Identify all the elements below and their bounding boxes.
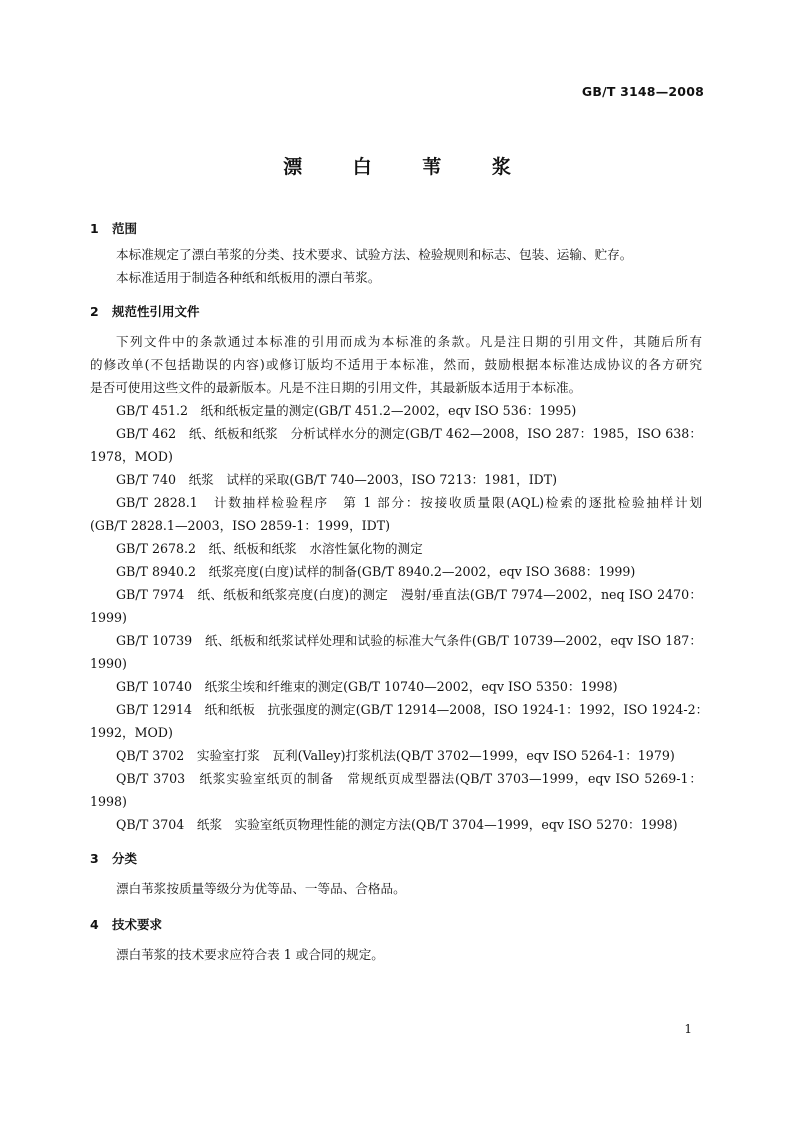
reference-item-cont: 1978，MOD) [90, 449, 173, 464]
reference-item-cont: 1990) [90, 656, 127, 671]
reference-item: GB/T 10740 纸浆尘埃和纤维束的测定(GB/T 10740—2002，eqv ISO 5350：1998) [116, 679, 618, 694]
reference-item: QB/T 3704 纸浆 实验室纸页物理性能的测定方法(QB/T 3704—1999，eqv ISO 5270：1998) [116, 817, 678, 832]
reference-item: QB/T 3703 纸浆实验室纸页的制备 常规纸页成型器法(QB/T 3703—1999，eqv ISO 5269-1： [116, 771, 702, 786]
reference-item: GB/T 2828.1 计数抽样检验程序 第 1 部分：按接收质量限(AQL)检索的逐批检验抽样计划 [116, 495, 702, 510]
paragraph-line: 本标准适用于制造各种纸和纸板用的漂白苇浆。 [116, 270, 381, 285]
paragraph-line: 漂白苇浆的技术要求应符合表 1 或合同的规定。 [116, 947, 384, 962]
section-number: 1 [90, 221, 99, 236]
paragraph-line: 下列文件中的条款通过本标准的引用而成为本标准的条款。凡是注日期的引用文件，其随后所有 [116, 334, 702, 349]
reference-item: GB/T 740 纸浆 试样的采取(GB/T 740—2003，ISO 7213：1981，IDT) [116, 472, 558, 487]
paragraph-line: 本标准规定了漂白苇浆的分类、技术要求、试验方法、检验规则和标志、包装、运输、贮存。 [116, 247, 633, 262]
section-heading-3 [90, 849, 702, 869]
page-number: 1 [684, 1022, 692, 1036]
section-title: 分类 [112, 851, 138, 866]
document-title: 漂 白 苇 浆 [283, 156, 533, 178]
paragraph-line: 是否可使用这些文件的最新版本。凡是不注日期的引用文件，其最新版本适用于本标准。 [90, 380, 582, 395]
reference-item: GB/T 10739 纸、纸板和纸浆试样处理和试验的标准大气条件(GB/T 10739—2002，eqv ISO 187： [116, 633, 702, 648]
reference-item: QB/T 3702 实验室打浆 瓦利(Valley)打浆机法(QB/T 3702—1999，eqv ISO 5264-1：1979) [116, 748, 675, 763]
reference-item-cont: (GB/T 2828.1—2003，ISO 2859-1：1999，IDT) [90, 518, 391, 533]
section-title: 范围 [112, 221, 138, 236]
section-number: 3 [90, 851, 99, 866]
reference-item: GB/T 451.2 纸和纸板定量的测定(GB/T 451.2—2002，eqv ISO 536：1995) [116, 403, 577, 418]
section-number: 4 [90, 917, 99, 932]
reference-item: GB/T 8940.2 纸浆亮度(白度)试样的制备(GB/T 8940.2—2002，eqv ISO 3688：1999) [116, 564, 636, 579]
section-heading-2 [90, 302, 702, 322]
reference-item: GB/T 12914 纸和纸板 抗张强度的测定(GB/T 12914—2008，ISO 1924-1：1992，ISO 1924-2： [116, 702, 709, 717]
reference-item-cont: 1992，MOD) [90, 725, 173, 740]
section-number: 2 [90, 304, 99, 319]
reference-item: GB/T 7974 纸、纸板和纸浆亮度(白度)的测定 漫射/垂直法(GB/T 7974—2002，neq ISO 2470： [116, 587, 702, 602]
paragraph-line: 漂白苇浆按质量等级分为优等品、一等品、合格品。 [116, 881, 406, 896]
reference-item-cont: 1999) [90, 610, 127, 625]
section-heading-1 [90, 219, 702, 239]
section-title: 技术要求 [112, 917, 163, 932]
reference-item-cont: 1998) [90, 794, 127, 809]
reference-item: GB/T 462 纸、纸板和纸浆 分析试样水分的测定(GB/T 462—2008，ISO 287：1985，ISO 638： [116, 426, 702, 441]
section-heading-4 [90, 915, 702, 935]
standard-code: GB/T 3148—2008 [581, 84, 704, 99]
reference-item: GB/T 2678.2 纸、纸板和纸浆 水溶性氯化物的测定 [116, 541, 423, 556]
paragraph-line: 的修改单(不包括勘误的内容)或修订版均不适用于本标准，然而，鼓励根据本标准达成协议的各方研究 [90, 357, 702, 372]
section-title: 规范性引用文件 [112, 304, 200, 319]
